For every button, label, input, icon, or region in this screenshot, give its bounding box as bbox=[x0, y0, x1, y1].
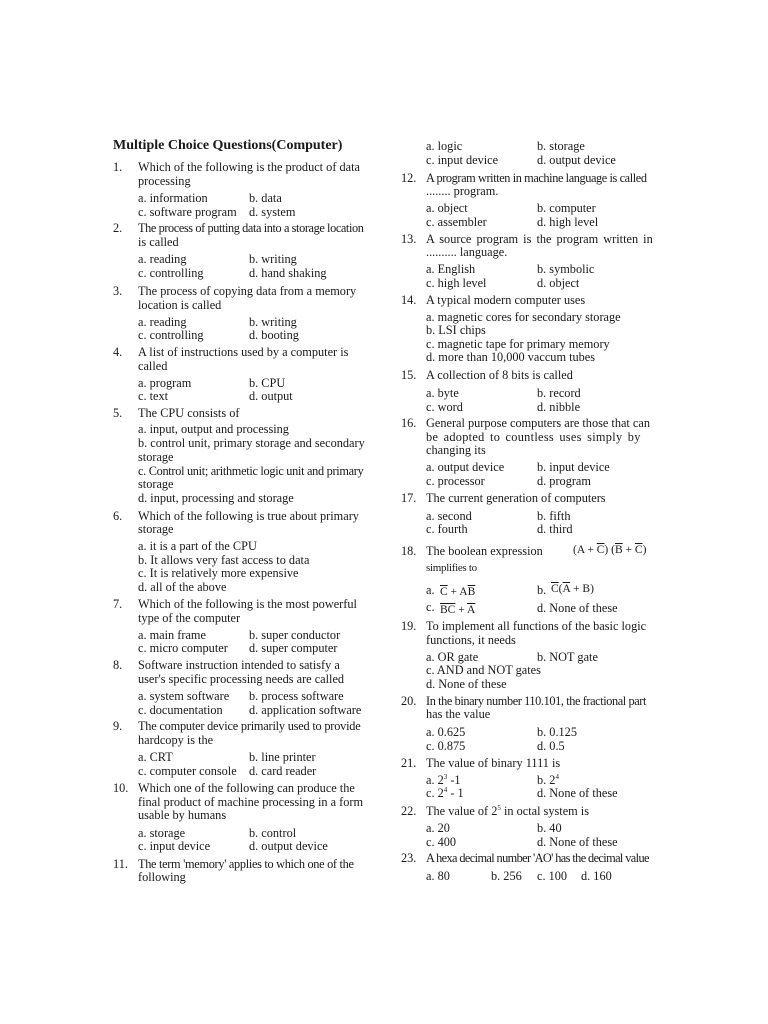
option-d: d. program bbox=[537, 474, 591, 488]
question-number: 2. bbox=[113, 221, 123, 235]
option-a: a. $2^3$ -1 bbox=[426, 772, 461, 787]
option-a: a. CRT bbox=[138, 750, 173, 764]
question-number: 14. bbox=[401, 293, 417, 307]
question-text: .......... language. bbox=[426, 245, 508, 259]
option-d: d. booting bbox=[249, 328, 299, 342]
option-c: c. micro computer bbox=[138, 641, 228, 655]
question-text: changing its bbox=[426, 443, 486, 457]
question-text: simplifies to bbox=[426, 562, 477, 574]
question-text: be adopted to countless uses simply by bbox=[426, 430, 641, 444]
option-c: c. 400 bbox=[426, 835, 457, 849]
option-c: c. computer console bbox=[138, 764, 237, 778]
option-a: a. magnetic cores for secondary storage bbox=[426, 310, 621, 324]
option-d: d. None of these bbox=[426, 677, 507, 691]
question-number: 21. bbox=[401, 756, 417, 770]
question-text: Which of the following is the product of data bbox=[138, 160, 360, 174]
question-number: 7. bbox=[113, 597, 123, 611]
option-a: a. reading bbox=[138, 252, 187, 266]
option-b: b. control bbox=[249, 826, 297, 840]
option-c: c. processor bbox=[426, 474, 485, 488]
question-text: user's specific processing needs are called bbox=[138, 672, 345, 686]
option-d: d. None of these bbox=[537, 601, 618, 615]
option-c: c. assembler bbox=[426, 215, 487, 229]
question-number: 9. bbox=[113, 719, 123, 733]
option-a: a. OR gate bbox=[426, 650, 479, 664]
question-number: 5. bbox=[113, 406, 123, 420]
option-b: b. bbox=[537, 583, 547, 597]
option-c: c. bbox=[426, 600, 435, 614]
question-text: A hexa decimal number 'AO' has the decimal value bbox=[426, 851, 649, 865]
question-text: A typical modern computer uses bbox=[426, 293, 586, 307]
option-a: a. bbox=[426, 583, 435, 597]
option-c: c. text bbox=[138, 389, 169, 403]
option-a: a. English bbox=[426, 262, 476, 276]
question-text: The term 'memory' applies to which one of the bbox=[138, 857, 354, 871]
option-d: d. nibble bbox=[537, 400, 581, 414]
option-d: d. object bbox=[537, 276, 580, 290]
option-c: c. controlling bbox=[138, 266, 204, 280]
question-text: has the value bbox=[426, 707, 491, 721]
option-d: d. 160 bbox=[581, 869, 612, 883]
question-text: final product of machine processing in a form bbox=[138, 795, 364, 809]
question-number: 23. bbox=[401, 851, 417, 865]
question-text: usable by humans bbox=[138, 808, 227, 822]
question-number: 19. bbox=[401, 619, 417, 633]
option-d: d. card reader bbox=[249, 764, 317, 778]
option-c: c. fourth bbox=[426, 522, 468, 536]
option-b: b. writing bbox=[249, 315, 297, 329]
question-number: 3. bbox=[113, 284, 123, 298]
question-text: A source program is the program written in bbox=[426, 232, 653, 246]
option-b: b. super conductor bbox=[249, 628, 341, 642]
question-text: Which of the following is the most powerful bbox=[138, 597, 357, 611]
question-number: 17. bbox=[401, 491, 417, 505]
option-b: b. $2^4$ bbox=[537, 772, 559, 787]
option-b: b. fifth bbox=[537, 509, 571, 523]
option-c: c. controlling bbox=[138, 328, 204, 342]
option-b: b. 256 bbox=[491, 869, 522, 883]
option-a: a. reading bbox=[138, 315, 187, 329]
option-a: a. program bbox=[138, 376, 192, 390]
option-d: d. super computer bbox=[249, 641, 338, 655]
option-a: a. logic bbox=[426, 139, 463, 153]
question-text: The value of $2^5$ in octal system is bbox=[426, 803, 589, 818]
question-text: To implement all functions of the basic logic bbox=[426, 619, 647, 633]
option-d: d. None of these bbox=[537, 786, 618, 800]
option-d: d. system bbox=[249, 205, 296, 219]
option-d: d. more than 10,000 vaccum tubes bbox=[426, 350, 596, 364]
question-text: The value of binary 1111 is bbox=[426, 756, 561, 770]
option-c: c. high level bbox=[426, 276, 487, 290]
question-text: General purpose computers are those that can bbox=[426, 416, 650, 430]
question-text: The boolean expression bbox=[426, 544, 543, 558]
question-text: type of the computer bbox=[138, 611, 241, 625]
question-text: A program written in machine language is called bbox=[426, 171, 647, 185]
option-c: c. input device bbox=[426, 153, 499, 167]
option-a: a. it is a part of the CPU bbox=[138, 539, 257, 553]
option-c: c. software program bbox=[138, 205, 237, 219]
option-a: a. information bbox=[138, 191, 208, 205]
option-d: d. application software bbox=[249, 703, 362, 717]
option-d: d. output device bbox=[537, 153, 616, 167]
option-d: d. output device bbox=[249, 839, 328, 853]
question-text: The CPU consists of bbox=[138, 406, 240, 420]
option-d: d. hand shaking bbox=[249, 266, 327, 280]
question-text: hardcopy is the bbox=[138, 733, 214, 747]
question-text: Which one of the following can produce the bbox=[138, 781, 355, 795]
option-b: b. CPU bbox=[249, 376, 286, 390]
option-a: a. second bbox=[426, 509, 472, 523]
option-c-cont: storage bbox=[138, 477, 174, 491]
option-a: a. storage bbox=[138, 826, 186, 840]
question-number: 4. bbox=[113, 345, 123, 359]
option-c: c. $2^4 - 1$ bbox=[426, 785, 464, 800]
question-text: storage bbox=[138, 522, 174, 536]
question-text: A list of instructions used by a computer is bbox=[138, 345, 349, 359]
question-number: 10. bbox=[113, 781, 129, 795]
question-text: The process of copying data from a memory bbox=[138, 284, 357, 298]
option-b: b. record bbox=[537, 386, 581, 400]
option-b: b. LSI chips bbox=[426, 323, 486, 337]
question-text: is called bbox=[138, 235, 179, 249]
question-text: called bbox=[138, 359, 168, 373]
question-number: 12. bbox=[401, 171, 417, 185]
question-text: ........ program. bbox=[426, 184, 499, 198]
option-a: a. output device bbox=[426, 460, 505, 474]
question-number: 18. bbox=[401, 544, 417, 558]
option-a: a. 20 bbox=[426, 821, 450, 835]
question-number: 8. bbox=[113, 658, 123, 672]
question-number: 16. bbox=[401, 416, 417, 430]
option-d: d. high level bbox=[537, 215, 599, 229]
question-text: processing bbox=[138, 174, 191, 188]
option-a: a. input, output and processing bbox=[138, 422, 289, 436]
option-b: b. 0.125 bbox=[537, 725, 577, 739]
option-b: b. writing bbox=[249, 252, 297, 266]
option-a: a. object bbox=[426, 201, 468, 215]
question-text: following bbox=[138, 870, 186, 884]
option-b: b. computer bbox=[537, 201, 596, 215]
option-c: c. documentation bbox=[138, 703, 223, 717]
option-b: b. control unit, primary storage and secondary bbox=[138, 436, 365, 450]
option-c-expression: $\overline{BC} + \overline{A}$ bbox=[440, 604, 476, 616]
option-b: b. data bbox=[249, 191, 282, 205]
question-text: Which of the following is true about primary bbox=[138, 509, 359, 523]
question-text: A collection of 8 bits is called bbox=[426, 368, 573, 382]
boolean-expression: $(A + \overline{C})$ $(\overline{B} + \overline{C})$ bbox=[573, 544, 647, 556]
question-text: In the binary number 110.101, the fractional part bbox=[426, 694, 646, 708]
option-b: b. line printer bbox=[249, 750, 316, 764]
question-number: 22. bbox=[401, 804, 417, 818]
option-c: c. It is relatively more expensive bbox=[138, 566, 299, 580]
question-number: 1. bbox=[113, 160, 123, 174]
question-text: The process of putting data into a storage location bbox=[138, 221, 364, 235]
question-number: 15. bbox=[401, 368, 417, 382]
option-d: d. None of these bbox=[537, 835, 618, 849]
question-text: Software instruction intended to satisfy a bbox=[138, 658, 340, 672]
option-c: c. 100 bbox=[537, 869, 568, 883]
option-a: a. main frame bbox=[138, 628, 206, 642]
option-d: d. all of the above bbox=[138, 580, 227, 594]
option-b: b. storage bbox=[537, 139, 585, 153]
option-c: c. word bbox=[426, 400, 463, 414]
option-c: c. AND and NOT gates bbox=[426, 663, 541, 677]
option-b: b. NOT gate bbox=[537, 650, 598, 664]
option-b-cont: storage bbox=[138, 450, 174, 464]
option-b: b. input device bbox=[537, 460, 610, 474]
question-number: 11. bbox=[113, 857, 128, 871]
option-b: b. symbolic bbox=[537, 262, 595, 276]
option-a: a. byte bbox=[426, 386, 459, 400]
option-c: c. magnetic tape for primary memory bbox=[426, 337, 610, 351]
question-text: location is called bbox=[138, 298, 222, 312]
option-c: c. input device bbox=[138, 839, 211, 853]
option-a: a. system software bbox=[138, 689, 230, 703]
option-a: a. 80 bbox=[426, 869, 450, 883]
question-text: functions, it needs bbox=[426, 633, 516, 647]
question-text: The current generation of computers bbox=[426, 491, 606, 505]
option-d: d. output bbox=[249, 389, 293, 403]
option-d: d. input, processing and storage bbox=[138, 491, 294, 505]
option-b: b. process software bbox=[249, 689, 344, 703]
option-a-expression: $\overline{C} + A\overline{B}$ bbox=[440, 586, 476, 598]
option-b: b. It allows very fast access to data bbox=[138, 553, 310, 567]
question-number: 20. bbox=[401, 694, 417, 708]
option-c: c. 0.875 bbox=[426, 739, 466, 753]
option-b-expression: $\overline{C}(\overline{A} + B)$ bbox=[551, 583, 594, 595]
option-d: d. 0.5 bbox=[537, 739, 565, 753]
page-title: Multiple Choice Questions(Computer) bbox=[113, 138, 343, 153]
question-number: 13. bbox=[401, 232, 417, 246]
option-c: c. Control unit; arithmetic logic unit and primary bbox=[138, 464, 364, 478]
question-number: 6. bbox=[113, 509, 123, 523]
option-a: a. 0.625 bbox=[426, 725, 466, 739]
option-d: d. third bbox=[537, 522, 573, 536]
option-b: b. 40 bbox=[537, 821, 562, 835]
question-text: The computer device primarily used to provide bbox=[138, 719, 361, 733]
